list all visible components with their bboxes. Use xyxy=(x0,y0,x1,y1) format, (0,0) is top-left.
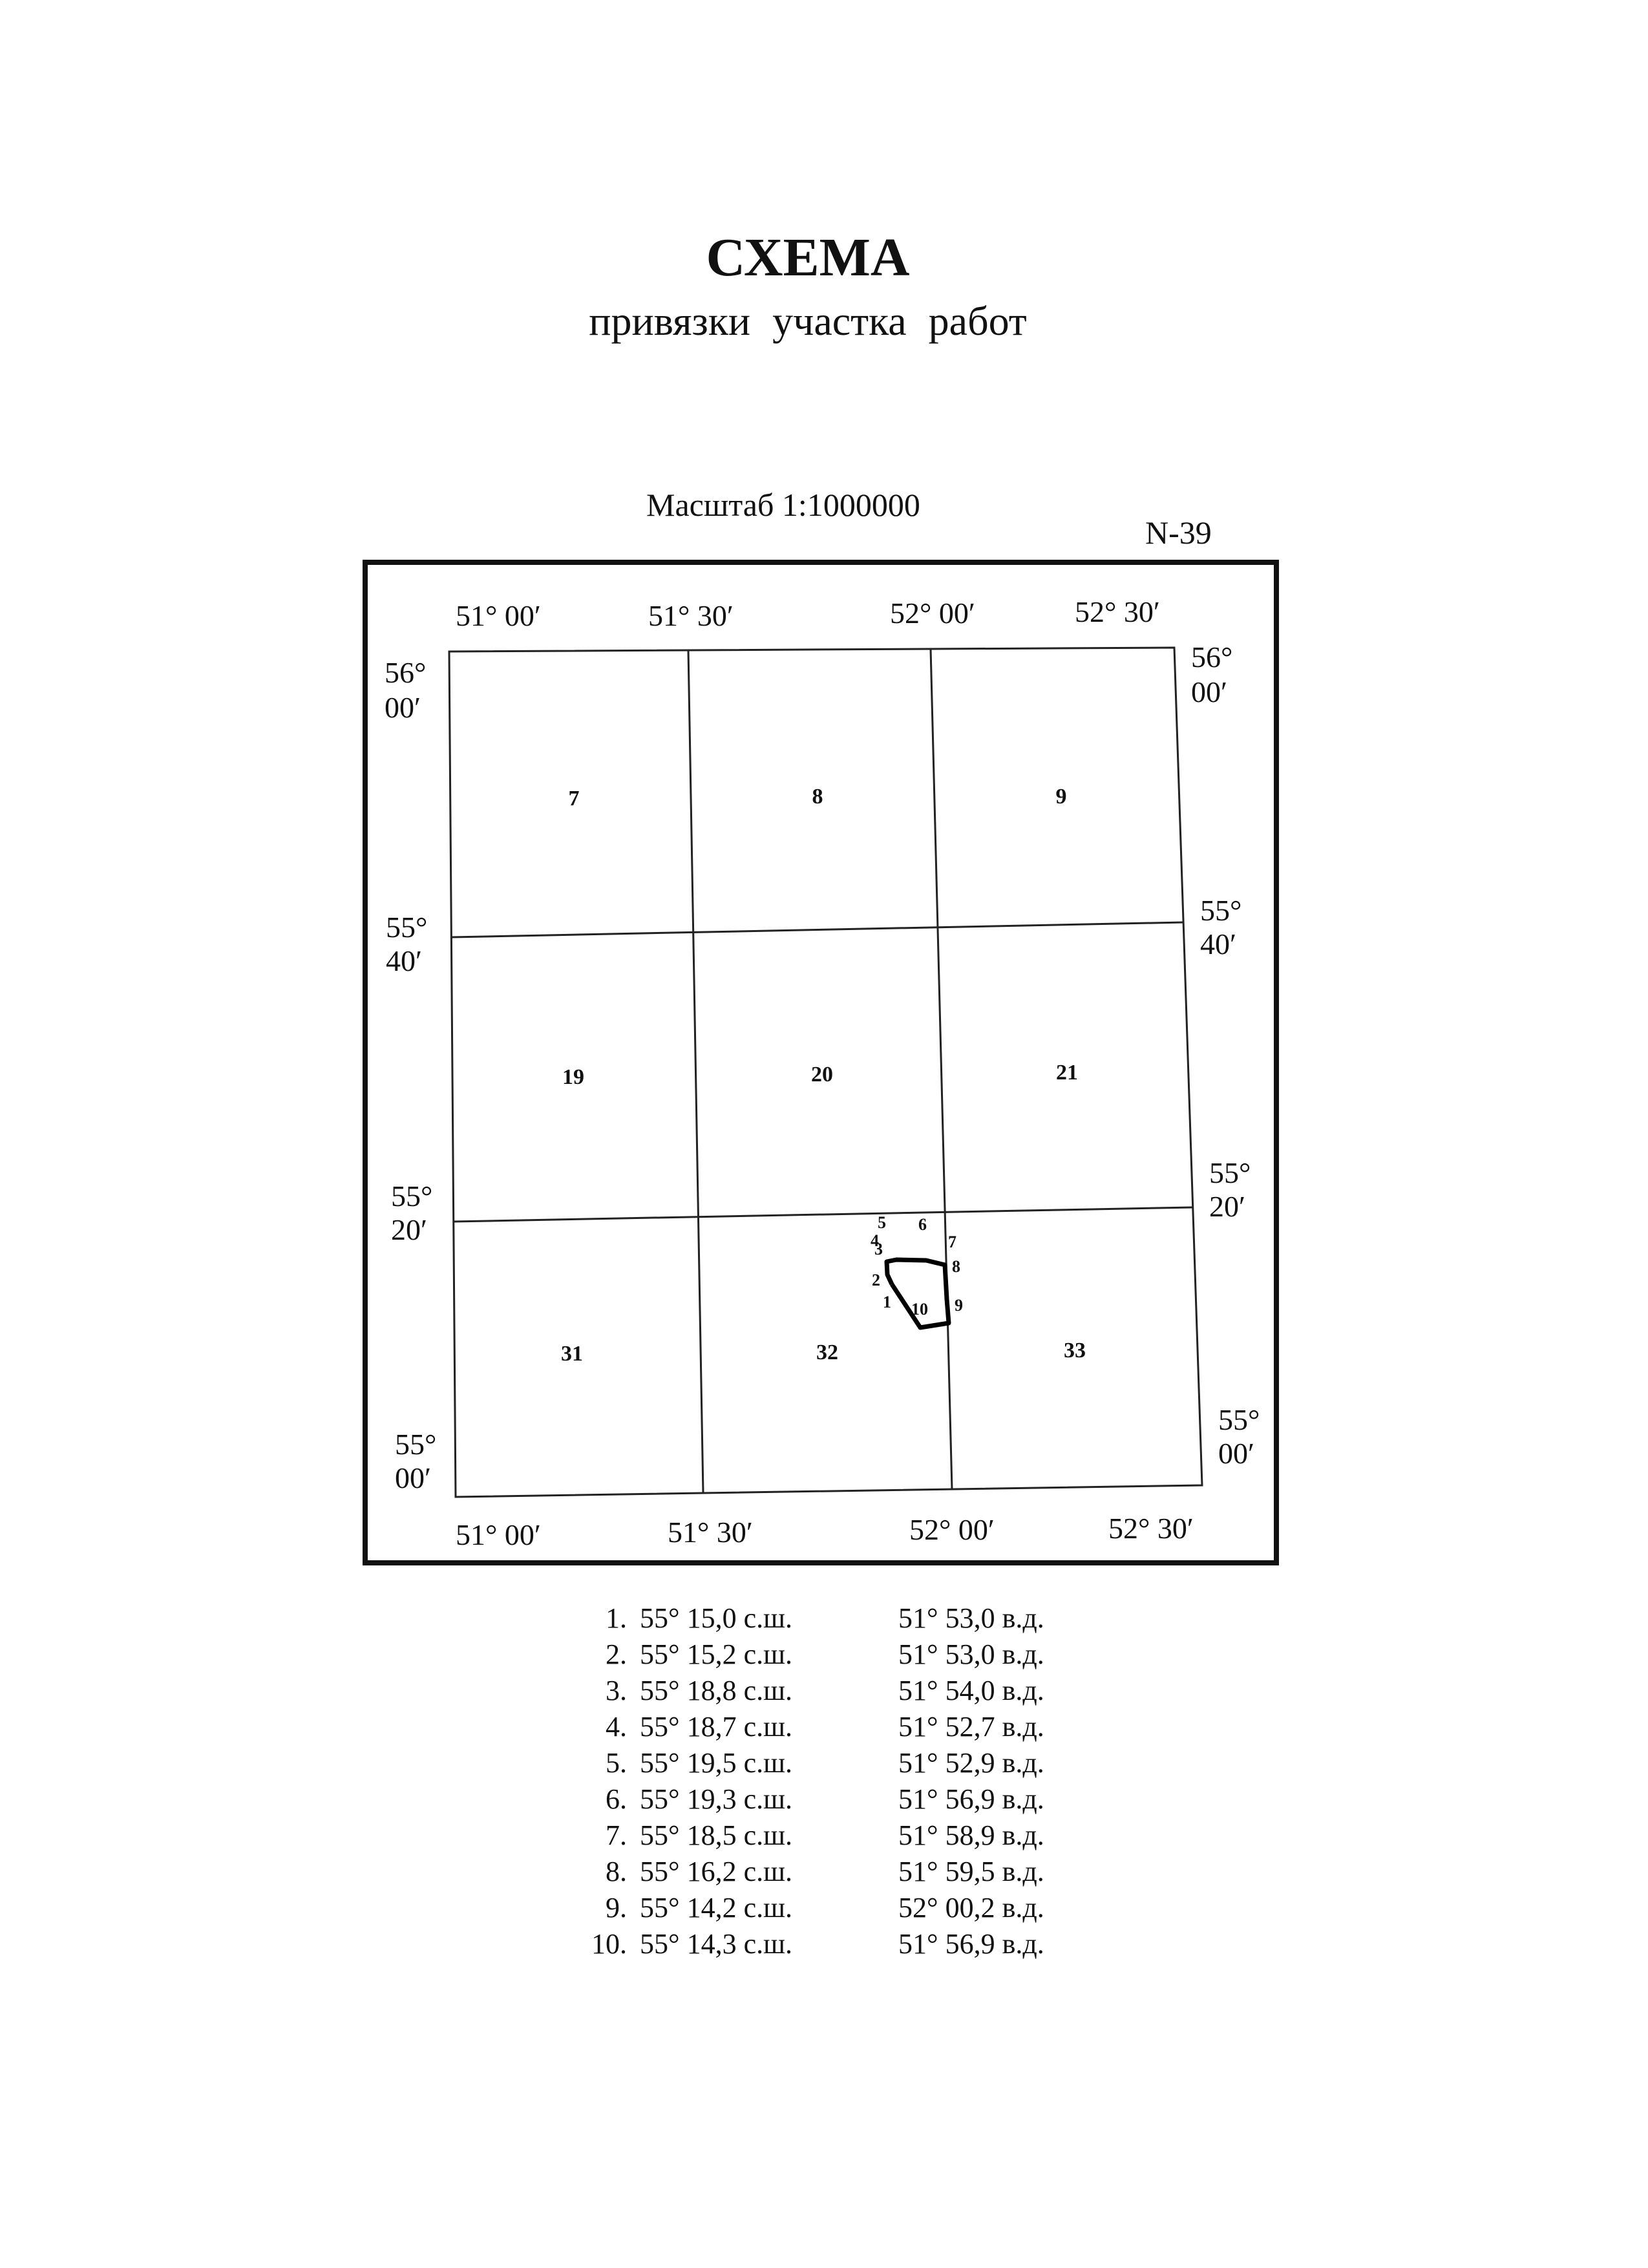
coordinate-longitude: 51° 54,0 в.д. xyxy=(898,1675,1044,1706)
coordinate-latitude: 55° 15,2 с.ш. xyxy=(640,1638,793,1670)
coordinate-number: 3. xyxy=(606,1675,627,1706)
lat-label-right-1-deg: 56° xyxy=(1191,641,1233,673)
coordinate-longitude: 51° 58,9 в.д. xyxy=(898,1819,1044,1851)
coordinate-number: 9. xyxy=(606,1892,627,1924)
coordinate-latitude: 55° 15,0 с.ш. xyxy=(640,1602,793,1634)
coordinate-latitude: 55° 18,5 с.ш. xyxy=(640,1819,793,1851)
vertex-label-3: 3 xyxy=(874,1240,883,1258)
lon-label-bottom-2: 51° 30′ xyxy=(668,1516,753,1549)
grid-line-lon-51-30 xyxy=(688,650,703,1493)
coordinate-latitude: 55° 18,7 с.ш. xyxy=(640,1711,793,1743)
coordinate-longitude: 51° 53,0 в.д. xyxy=(898,1602,1044,1634)
cell-number-7: 7 xyxy=(568,787,580,811)
coordinate-longitude: 51° 59,5 в.д. xyxy=(898,1856,1044,1887)
coordinate-longitude: 51° 52,7 в.д. xyxy=(898,1711,1044,1743)
lon-label-bottom-1: 51° 00′ xyxy=(456,1518,541,1551)
grid-line-lat-20 xyxy=(454,1207,1192,1222)
coordinate-number: 10. xyxy=(591,1928,627,1960)
coordinate-longitude: 51° 53,0 в.д. xyxy=(898,1638,1044,1670)
lat-label-right-3-min: 20′ xyxy=(1209,1190,1246,1223)
cell-number-32: 32 xyxy=(816,1341,838,1364)
coordinate-latitude: 55° 16,2 с.ш. xyxy=(640,1856,793,1887)
lat-label-left-3-deg: 55° xyxy=(391,1180,433,1213)
lat-label-left-2-deg: 55° xyxy=(386,911,428,944)
sheet-number: N-39 xyxy=(1145,514,1212,551)
vertex-label-6: 6 xyxy=(918,1215,927,1234)
lat-label-left-1-deg: 56° xyxy=(385,656,427,689)
lat-label-right-1-min: 00′ xyxy=(1191,675,1228,708)
cell-number-9: 9 xyxy=(1055,785,1067,809)
vertex-label-10: 10 xyxy=(911,1300,928,1319)
grid-line-lon-52-00 xyxy=(931,649,952,1489)
grid-line-lat-40 xyxy=(452,922,1183,937)
lat-label-left-1-min: 00′ xyxy=(385,691,421,724)
cell-number-19: 19 xyxy=(562,1065,584,1089)
lon-label-bottom-3: 52° 00′ xyxy=(909,1513,995,1546)
coordinate-longitude: 51° 56,9 в.д. xyxy=(898,1928,1044,1960)
coordinate-number: 4. xyxy=(606,1711,627,1743)
vertex-label-7: 7 xyxy=(948,1233,956,1251)
vertex-label-8: 8 xyxy=(952,1257,960,1276)
lon-label-top-1: 51° 00′ xyxy=(456,599,541,632)
coordinate-number: 2. xyxy=(606,1638,627,1670)
cell-number-8: 8 xyxy=(812,785,823,809)
lat-label-left-2-min: 40′ xyxy=(386,944,423,977)
vertex-label-2: 2 xyxy=(872,1271,880,1289)
cell-number-33: 33 xyxy=(1064,1339,1086,1362)
coordinate-number: 8. xyxy=(606,1856,627,1887)
lat-label-right-4-min: 00′ xyxy=(1218,1437,1255,1470)
coordinate-latitude: 55° 18,8 с.ш. xyxy=(640,1675,793,1706)
vertex-label-4: 4 xyxy=(871,1231,879,1250)
vertex-label-9: 9 xyxy=(955,1296,963,1315)
lat-label-left-4-deg: 55° xyxy=(395,1428,437,1461)
page-title: СХЕМА xyxy=(706,228,910,288)
coordinate-number: 5. xyxy=(606,1747,627,1779)
coordinate-longitude: 52° 00,2 в.д. xyxy=(898,1892,1044,1924)
coordinate-number: 6. xyxy=(606,1783,627,1815)
lon-label-top-2: 51° 30′ xyxy=(648,599,734,632)
coordinate-longitude: 51° 52,9 в.д. xyxy=(898,1747,1044,1779)
coordinate-number: 1. xyxy=(606,1602,627,1634)
lat-label-left-3-min: 20′ xyxy=(391,1213,428,1246)
cell-number-21: 21 xyxy=(1056,1061,1078,1085)
lat-label-right-4-deg: 55° xyxy=(1218,1403,1260,1436)
coordinate-number: 7. xyxy=(606,1819,627,1851)
coordinate-latitude: 55° 19,5 с.ш. xyxy=(640,1747,793,1779)
coordinate-latitude: 55° 14,2 с.ш. xyxy=(640,1892,793,1924)
coordinate-longitude: 51° 56,9 в.д. xyxy=(898,1783,1044,1815)
coordinate-latitude: 55° 14,3 с.ш. xyxy=(640,1928,793,1960)
cell-number-20: 20 xyxy=(811,1063,833,1086)
lat-label-left-4-min: 00′ xyxy=(395,1461,432,1494)
lon-label-top-3: 52° 00′ xyxy=(890,597,975,630)
coordinate-latitude: 55° 19,3 с.ш. xyxy=(640,1783,793,1815)
lat-label-right-2-min: 40′ xyxy=(1200,927,1237,960)
page-subtitle: привязки участка работ xyxy=(589,298,1027,344)
cell-number-31: 31 xyxy=(561,1342,583,1366)
lon-label-bottom-4: 52° 30′ xyxy=(1108,1512,1194,1545)
lon-label-top-4: 52° 30′ xyxy=(1075,595,1160,628)
map-scale: Масштаб 1:1000000 xyxy=(646,487,920,523)
location-map xyxy=(359,556,1289,1590)
lat-label-right-3-deg: 55° xyxy=(1209,1156,1251,1189)
lat-label-right-2-deg: 55° xyxy=(1200,894,1242,927)
vertex-label-1: 1 xyxy=(883,1293,891,1311)
vertex-label-5: 5 xyxy=(878,1213,886,1232)
